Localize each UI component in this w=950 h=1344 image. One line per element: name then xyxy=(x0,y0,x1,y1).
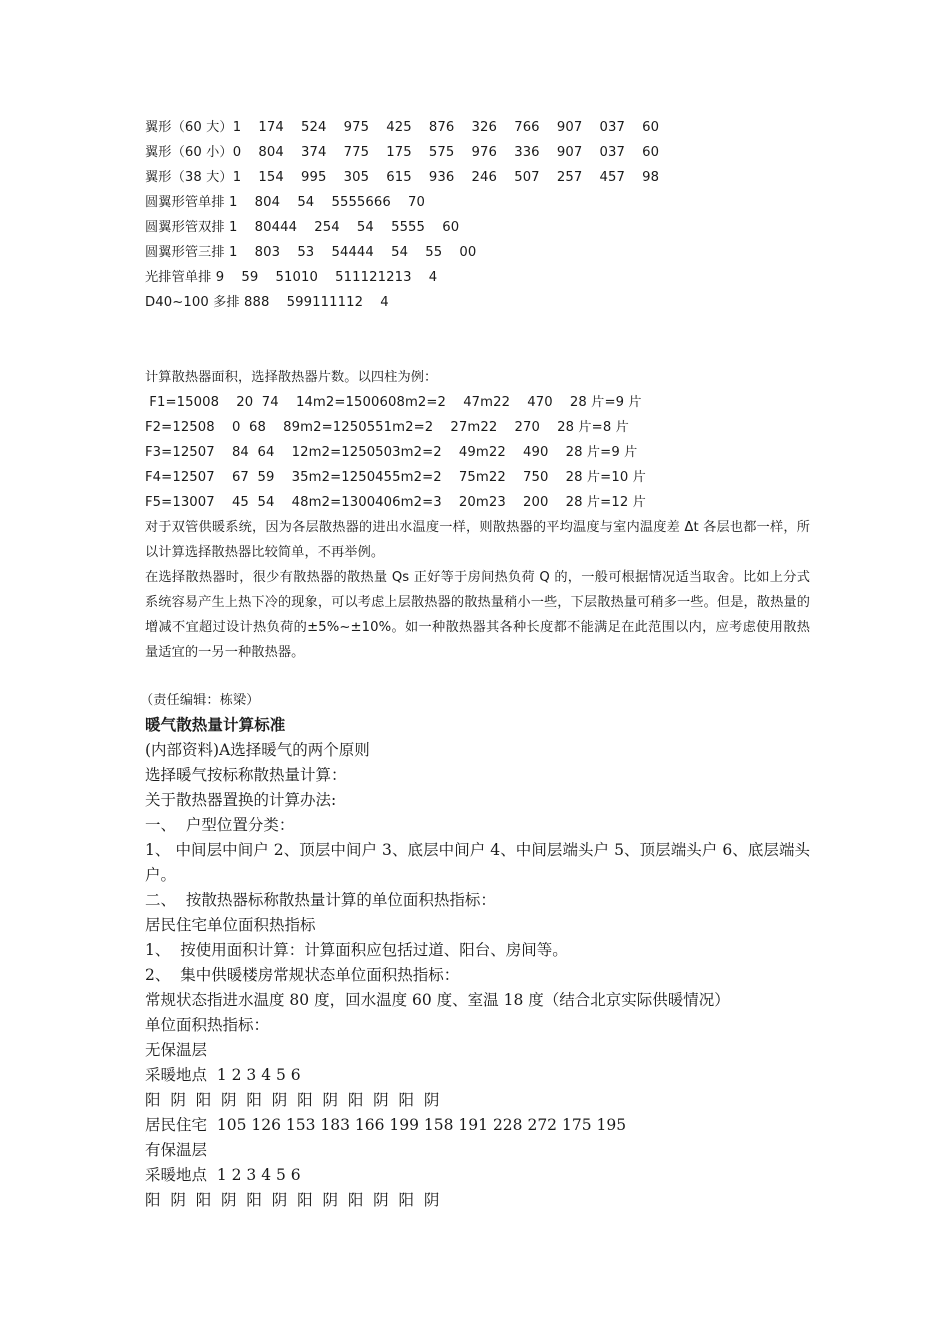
text-line: 有保温层 xyxy=(145,1141,208,1159)
table-row: 翼形（60 大）1 174 524 975 425 876 326 766 907 037 60 xyxy=(145,120,660,135)
paragraph-double-pipe: 对于双管供暖系统，因为各层散热器的进出水温度一样，则散热器的平均温度与室内温度差 Δt 各层也都一样，所以计算选择散热器比较简单，不再举例。 xyxy=(145,520,810,560)
table-row: 翼形（38 大）1 154 995 305 615 936 246 507 257 457 98 xyxy=(145,170,660,185)
table-row: 圆翼形管单排 1 804 54 5555666 70 xyxy=(145,195,426,210)
calc-intro: 计算散热器面积，选择散热器片数。以四柱为例： xyxy=(145,370,438,385)
text-line: 阳 阴 阳 阴 阳 阴 阳 阴 阳 阴 阳 阴 xyxy=(145,1091,440,1109)
table-row: D40~100 多排 888 599111112 4 xyxy=(145,295,389,310)
text-line: 关于散热器置换的计算办法: xyxy=(145,791,337,809)
household-types: 1、 中间层中间户 2、顶层中间户 3、底层中间户 4、中间层端头户 5、顶层端头户 6、底层端头户。 xyxy=(145,841,810,884)
table-row: 翼形（60 小）0 804 374 775 175 575 976 336 907 037 60 xyxy=(145,145,660,160)
formula-line: F3=12507 84 64 12m2=1250503m2=2 49m22 490 28 片=9 片 xyxy=(145,445,638,460)
text-line: 一、 户型位置分类： xyxy=(145,816,295,834)
formula-line: F2=12508 0 68 89m2=1250551m2=2 27m22 270 28 片=8 片 xyxy=(145,420,629,435)
text-line: 居民住宅单位面积热指标 xyxy=(145,916,316,934)
text-line: 常规状态指进水温度 80 度，回水温度 60 度、室温 18 度（结合北京实际供暖情况） xyxy=(145,991,730,1009)
paragraph-selection: 在选择散热器时，很少有散热器的散热量 Qs 正好等于房间热负荷 Q 的，一般可根据情况适当取舍。比如上分式系统容易产生上热下冷的现象，可以考虑上层散热器的散热量稍小一些，下层散热量可稍多一些。但是，散热量的增减不宜超过设计热负荷的±5%~±10%。如一种散热器其各种长度都不能满足在此范围以内，应考虑使用散热量适宜的一另一种散热器。 xyxy=(145,570,810,660)
text-line: 选择暖气按标称散热量计算： xyxy=(145,766,347,784)
formula-line: F1=15008 20 74 14m2=1500608m2=2 47m22 470 28 片=9 片 xyxy=(145,395,642,410)
article-heading: 暖气散热量计算标准 xyxy=(145,716,286,734)
formula-line: F4=12507 67 59 35m2=1250455m2=2 75m22 750 28 片=10 片 xyxy=(145,470,646,485)
text-line: 居民住宅 105 126 153 183 166 199 158 191 228 272 175 195 xyxy=(145,1116,627,1134)
table-row: 圆翼形管双排 1 80444 254 54 5555 60 xyxy=(145,220,460,235)
editor-credit: （责任编辑：栋梁） xyxy=(140,693,260,708)
text-line: (内部资料)A选择暖气的两个原则 xyxy=(145,741,370,759)
text-line: 无保温层 xyxy=(145,1041,208,1059)
text-line: 单位面积热指标： xyxy=(145,1016,270,1034)
text-line: 采暖地点 1 2 3 4 5 6 xyxy=(145,1066,301,1084)
text-line: 二、 按散热器标称散热量计算的单位面积热指标： xyxy=(145,891,496,909)
table-row: 圆翼形管三排 1 803 53 54444 54 55 00 xyxy=(145,245,477,260)
text-line: 采暖地点 1 2 3 4 5 6 xyxy=(145,1166,301,1184)
text-line: 阳 阴 阳 阴 阳 阴 阳 阴 阳 阴 阳 阴 xyxy=(145,1191,440,1209)
formula-line: F5=13007 45 54 48m2=1300406m2=3 20m23 200 28 片=12 片 xyxy=(145,495,646,510)
text-line: 1、 按使用面积计算：计算面积应包括过道、阳台、房间等。 xyxy=(145,941,568,959)
text-line: 2、 集中供暖楼房常规状态单位面积热指标： xyxy=(145,966,460,984)
table-row: 光排管单排 9 59 51010 511121213 4 xyxy=(145,270,438,285)
